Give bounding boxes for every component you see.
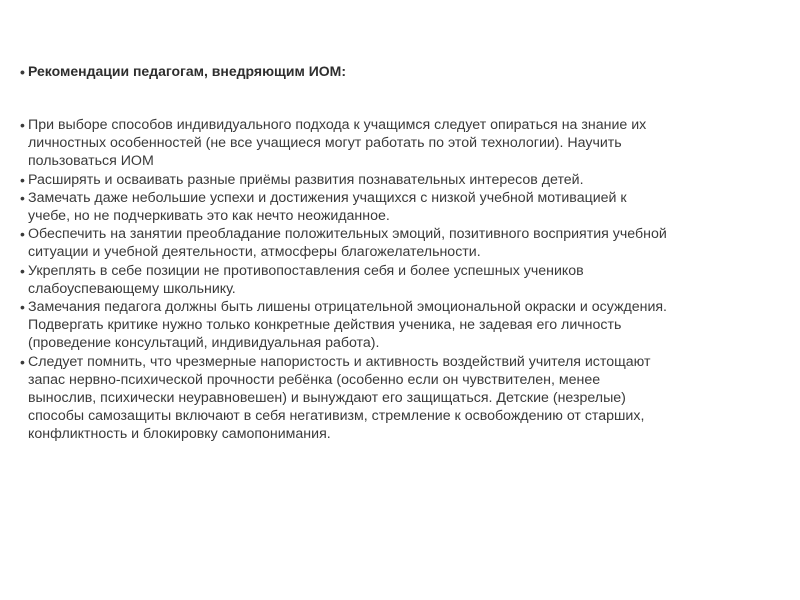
list-item: [20, 189, 760, 225]
list-item: [20, 171, 760, 189]
heading-text: Рекомендации педагогам, внедряющим ИОМ:: [28, 63, 346, 79]
list-item: [20, 353, 760, 444]
list-item: [20, 225, 760, 261]
list-item: [20, 116, 760, 171]
list-item-text: Замечать даже небольшие успехи и достижения учащихся с низкой учебной мотивацией к учебе, но не подчеркивать это как нечто неожиданное.: [28, 189, 627, 225]
list-item-text: Обеспечить на занятии преобладание положительных эмоций, позитивного восприятия учебной ситуации и учебной деятельности, атмосферы благожелательности.: [28, 226, 667, 261]
bullet-icon: •: [20, 117, 25, 133]
list-item-text: При выборе способов индивидуального подхода к учащимся следует опираться на знание их личностных особенностей (не все учащиеся могут работать по этой технологии). Научить пользоваться ИОМ: [28, 117, 647, 170]
bullet-icon: •: [20, 64, 25, 80]
bullet-icon: •: [20, 171, 25, 188]
list-item-text: Замечания педагога должны быть лишены отрицательной эмоциональной окраски и осуждения. Подвергать критике нужно только конкретные действия ученика, не задевая его личность (проведение консультаций, индивидуальная работа).: [28, 299, 668, 352]
bullet-icon: •: [20, 262, 25, 279]
recommendations-list: [20, 116, 760, 444]
bullet-icon: •: [20, 299, 25, 316]
list-item-text: Укреплять в себе позиции не противопоставления себя и более успешных учеников слабоуспевающему школьнику.: [28, 262, 584, 297]
list-item-text: Расширять и осваивать разные приёмы развития познавательных интересов детей.: [28, 171, 584, 188]
bullet-icon: •: [20, 189, 25, 206]
list-item: [20, 298, 760, 353]
list-item: [20, 262, 760, 298]
slide-heading: [20, 63, 760, 81]
bullet-icon: •: [20, 353, 25, 370]
bullet-icon: •: [20, 226, 25, 243]
list-item-text: Следует помнить, что чрезмерные напористость и активность воздействий учителя истощают запас нервно-психической прочности ребёнка (особенно если он чувствителен, менее выносли‌в, психически неуравновешен) и вынуждают его защищаться. Детские (незрелые) способы самозащиты включают в себя негативизм, стремление к освобождению от старших, конфликтность и блокировку самопонимания.: [28, 353, 651, 443]
